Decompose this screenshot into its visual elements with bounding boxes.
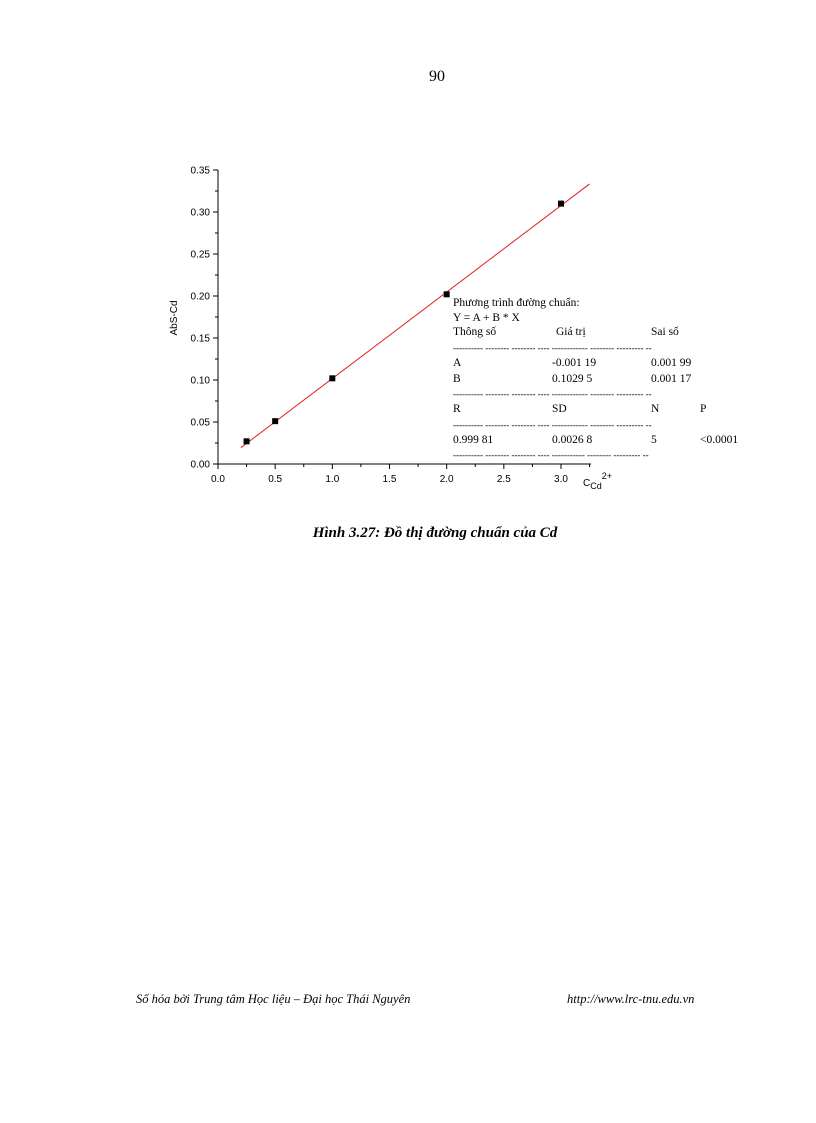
- stat-value-sd: 0.0026 8: [552, 434, 593, 446]
- row-a-value: -0.001 19: [552, 357, 597, 369]
- header-param: Thông số: [453, 326, 497, 338]
- row-a-param: A: [453, 357, 462, 369]
- x-tick-label: 2.0: [439, 474, 454, 485]
- row-b-value: 0.1029 5: [552, 373, 593, 385]
- fit-line-group: [241, 184, 590, 448]
- figure-caption: Hình 3.27: Đồ thị đường chuẩn của Cd: [312, 525, 558, 541]
- x-axis-label-main: C: [583, 478, 591, 489]
- dash-line-1: ---------- -------- -------- ---- ------------ -------- --------- --: [453, 343, 652, 353]
- stat-header-r: R: [453, 403, 461, 415]
- x-tick-label: 1.5: [382, 474, 397, 485]
- y-tick-label: 0.10: [190, 375, 210, 387]
- row-a-error: 0.001 99: [651, 357, 692, 369]
- header-value: Giá trị: [556, 326, 586, 338]
- x-tick-label: 2.5: [496, 474, 511, 485]
- x-tick-label: 3.0: [554, 474, 568, 485]
- data-point: [244, 438, 250, 444]
- y-axis-label: AbS-Cd: [169, 300, 180, 336]
- y-tick-label: 0.00: [190, 459, 210, 471]
- y-tick-label: 0.30: [190, 207, 210, 219]
- stat-header-p: P: [700, 403, 707, 415]
- dash-line-3: ---------- -------- -------- ---- ------------ -------- --------- --: [453, 420, 652, 430]
- y-tick-label: 0.25: [190, 249, 210, 261]
- regression-title: Phương trình đường chuẩn:: [453, 297, 580, 309]
- page-number: 90: [429, 68, 445, 85]
- x-axis-label: [583, 471, 612, 491]
- x-tick-label: 0.0: [211, 474, 225, 485]
- stat-header-n: N: [651, 403, 660, 415]
- data-point: [558, 201, 564, 207]
- x-tick-label: 0.5: [268, 474, 283, 485]
- stat-value-p: <0.0001: [700, 434, 739, 446]
- fit-line: [241, 184, 590, 448]
- x-axis-label-superscript: 2+: [601, 471, 613, 481]
- row-b-param: B: [453, 373, 461, 385]
- y-tick-label: 0.35: [190, 165, 210, 177]
- dash-line-2: ---------- -------- -------- ---- ------------ -------- --------- --: [453, 389, 652, 399]
- header-error: Sai số: [651, 326, 679, 338]
- footer-source: Số hóa bởi Trung tâm Học liệu – Đại học Thái Nguyên: [136, 992, 411, 1006]
- x-tick-label: 1.0: [325, 474, 340, 485]
- chart-axes: [191, 166, 591, 486]
- stat-value-n: 5: [651, 434, 657, 446]
- data-point: [272, 418, 278, 424]
- y-tick-label: 0.15: [190, 333, 210, 345]
- y-tick-label: 0.20: [190, 291, 210, 303]
- stat-header-sd: SD: [552, 403, 567, 415]
- calibration-chart: [0, 0, 816, 520]
- stat-value-r: 0.999 81: [453, 434, 494, 446]
- footer-url: http://www.lrc-tnu.edu.vn: [567, 992, 695, 1006]
- regression-box: [453, 296, 738, 460]
- data-point: [329, 375, 335, 381]
- dash-line-4: ---------- -------- -------- ---- ----------- -------- --------- --: [453, 450, 649, 460]
- x-axis-label-subscript: Cd: [590, 481, 602, 491]
- data-point: [444, 291, 450, 297]
- y-tick-label: 0.05: [190, 417, 210, 429]
- row-b-error: 0.001 17: [651, 373, 692, 385]
- regression-equation: Y = A + B * X: [453, 312, 520, 324]
